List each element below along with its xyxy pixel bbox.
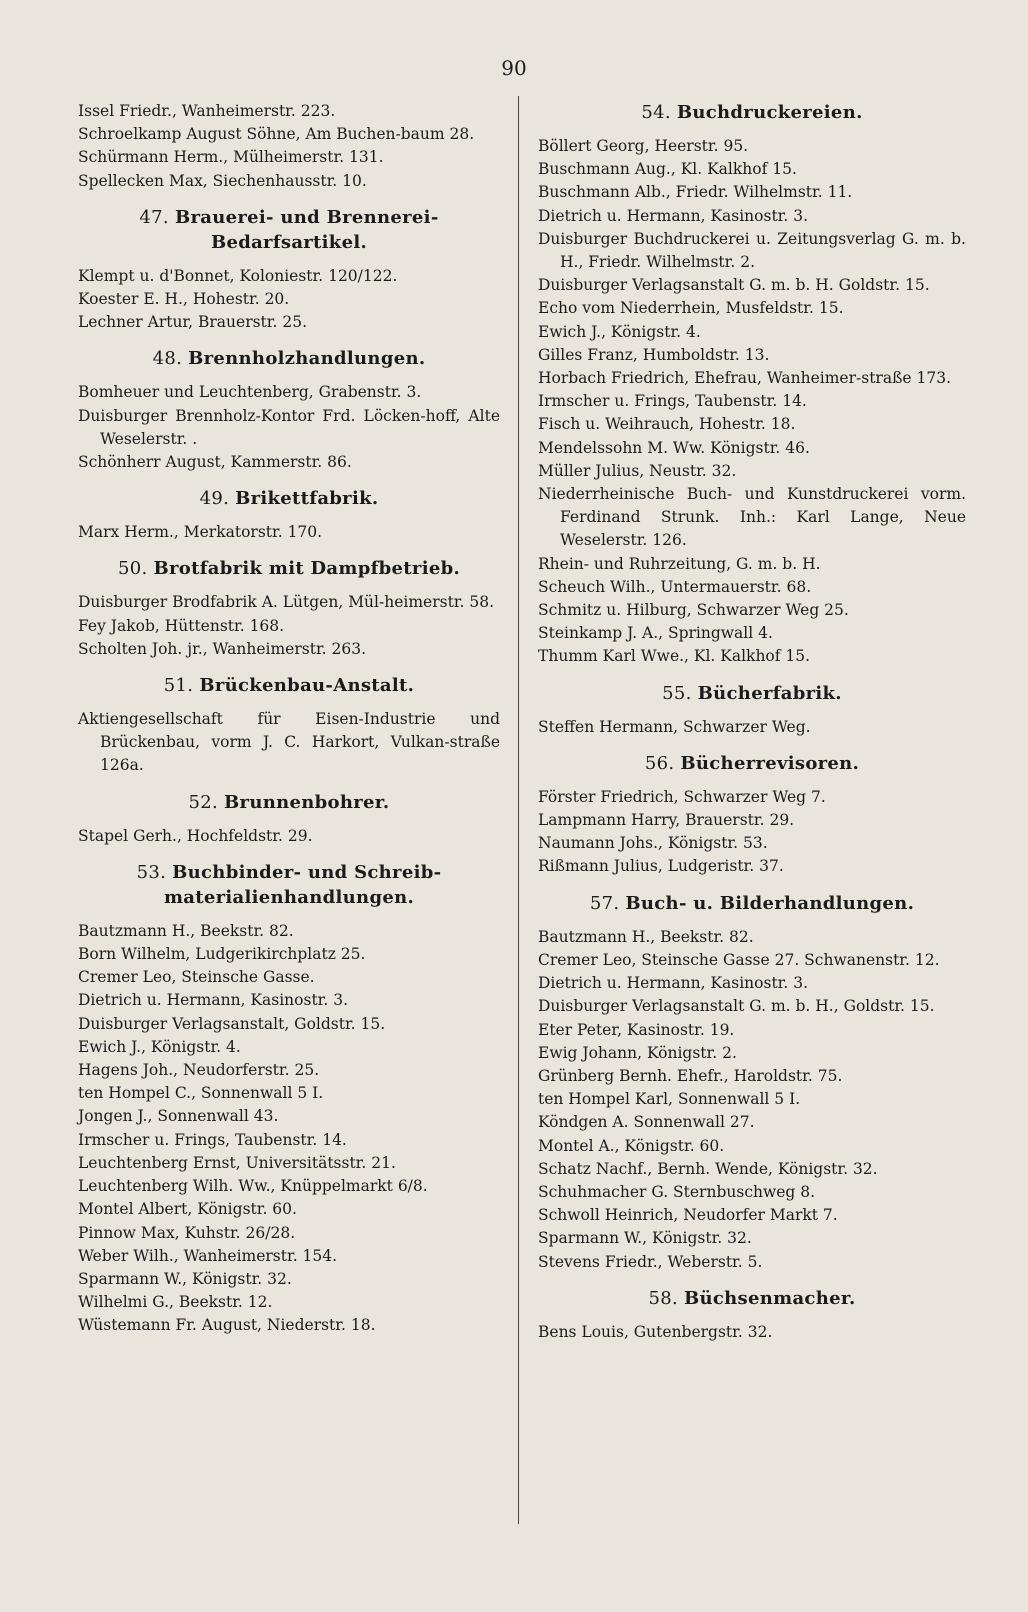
- directory-entry: Schmitz u. Hilburg, Schwarzer Weg 25.: [538, 601, 849, 620]
- directory-entry: Weber Wilh., Wanheimerstr. 154.: [78, 1246, 338, 1265]
- section-number: 54.: [641, 102, 671, 123]
- section-number: 48.: [152, 348, 183, 370]
- directory-entry: ten Hompel Karl, Sonnenwall 5 I.: [538, 1090, 801, 1109]
- directory-entry: Leuchtenberg Wilh. Ww., Knüppelmarkt 6/8.: [78, 1177, 428, 1196]
- directory-entry: Wüstemann Fr. August, Niederstr. 18.: [78, 1316, 376, 1335]
- directory-entry: Horbach Friedrich, Ehefrau, Wanheimer-straße 173.: [538, 369, 952, 388]
- section-heading: [538, 891, 966, 916]
- directory-entry: Fey Jakob, Hüttenstr. 168.: [78, 616, 285, 635]
- directory-entry: Stevens Friedr., Weberstr. 5.: [538, 1252, 763, 1271]
- directory-entry: Schatz Nachf., Bernh. Wende, Königstr. 32.: [538, 1159, 878, 1178]
- section-53: [78, 860, 500, 1338]
- directory-entry: Born Wilhelm, Ludgerikirchplatz 25.: [78, 945, 366, 964]
- directory-entry: Duisburger Verlagsanstalt, Goldstr. 15.: [78, 1014, 386, 1033]
- section-number: 49.: [199, 488, 230, 510]
- directory-entry: Koester E. H., Hohestr. 20.: [78, 290, 290, 309]
- section-heading: [538, 751, 966, 776]
- directory-entry: Niederrheinische Buch- und Kunstdruckerei vorm. Ferdinand Strunk. Inh.: Karl Lange, Neue Weselerstr. 126.: [538, 485, 966, 550]
- section-51: [78, 673, 500, 778]
- directory-entry: Duisburger Brodfabrik A. Lütgen, Mül-heimerstr. 58.: [78, 593, 495, 612]
- directory-entry: Montel A., Königstr. 60.: [538, 1136, 725, 1155]
- directory-entry: Ewich J., Königstr. 4.: [78, 1037, 241, 1056]
- section-heading: [538, 100, 966, 125]
- directory-entry: Sparmann W., Königstr. 32.: [78, 1269, 292, 1288]
- directory-entry: Schroelkamp August Söhne, Am Buchen-baum 28.: [78, 125, 475, 144]
- left-column: [78, 100, 500, 1338]
- directory-entry: Duisburger Verlagsanstalt G. m. b. H., Goldstr. 15.: [538, 997, 935, 1016]
- directory-entry: Cremer Leo, Steinsche Gasse 27. Schwanenstr. 12.: [538, 950, 940, 969]
- section-number: 53.: [136, 861, 167, 883]
- directory-entry: Rhein- und Ruhrzeitung, G. m. b. H.: [538, 554, 821, 573]
- section-number: 52.: [188, 791, 219, 813]
- section-number: 55.: [662, 682, 692, 704]
- section-title: Buch- u. Bilderhandlungen.: [625, 892, 915, 914]
- directory-entry: Fisch u. Weihrauch, Hohestr. 18.: [538, 415, 796, 434]
- directory-entry: Buschmann Alb., Friedr. Wilhelmstr. 11.: [538, 183, 853, 202]
- directory-entry: Mendelssohn M. Ww. Königstr. 46.: [538, 438, 810, 457]
- directory-entry: Dietrich u. Hermann, Kasinostr. 3.: [538, 206, 809, 225]
- directory-entry: Eter Peter, Kasinostr. 19.: [538, 1020, 735, 1039]
- directory-entry: Dietrich u. Hermann, Kasinostr. 3.: [78, 991, 349, 1010]
- column-divider: [518, 96, 519, 1524]
- section-56: [538, 751, 966, 879]
- directory-entry: Ewig Johann, Königstr. 2.: [538, 1043, 737, 1062]
- directory-entry: Bomheuer und Leuchtenberg, Grabenstr. 3.: [78, 383, 422, 402]
- page-number: 90: [501, 56, 527, 80]
- section-title: Buchdruckereien.: [676, 102, 863, 123]
- section-number: 58.: [648, 1287, 678, 1309]
- section-57: [538, 891, 966, 1274]
- directory-entry: Bautzmann H., Beekstr. 82.: [538, 927, 754, 946]
- section-heading: [78, 486, 500, 511]
- section-52: [78, 790, 500, 848]
- section-title: Brennholzhandlungen.: [188, 348, 426, 370]
- directory-entry: Montel Albert, Königstr. 60.: [78, 1200, 297, 1219]
- directory-entry: Steffen Hermann, Schwarzer Weg.: [538, 717, 811, 736]
- directory-entry: Köndgen A. Sonnenwall 27.: [538, 1113, 755, 1132]
- section-heading: [538, 681, 966, 706]
- directory-entry: Naumann Johs., Königstr. 53.: [538, 834, 768, 853]
- section-title: Brikettfabrik.: [235, 488, 379, 510]
- directory-entry: Irmscher u. Frings, Taubenstr. 14.: [78, 1130, 347, 1149]
- directory-entry: Grünberg Bernh. Ehefr., Haroldstr. 75.: [538, 1066, 843, 1085]
- directory-entry: ten Hompel C., Sonnenwall 5 I.: [78, 1084, 324, 1103]
- directory-entry: Steinkamp J. A., Springwall 4.: [538, 624, 773, 643]
- section-number: 56.: [644, 752, 675, 774]
- directory-entry: Aktiengesellschaft für Eisen-Industrie und Brückenbau, vorm J. C. Harkort, Vulkan-straße 126a.: [78, 710, 500, 775]
- directory-entry: Pinnow Max, Kuhstr. 26/28.: [78, 1223, 296, 1242]
- directory-entry: Stapel Gerh., Hochfeldstr. 29.: [78, 826, 313, 845]
- directory-entry: Wilhelmi G., Beekstr. 12.: [78, 1293, 273, 1312]
- section-title: Brunnenbohrer.: [224, 791, 390, 813]
- section-number: 47.: [139, 206, 169, 228]
- directory-entry: Schwoll Heinrich, Neudorfer Markt 7.: [538, 1206, 838, 1225]
- section-heading: [78, 556, 500, 581]
- directory-entry: Duisburger Brennholz-Kontor Frd. Löcken-hoff, Alte Weselerstr. .: [78, 406, 500, 448]
- section-55: [538, 681, 966, 739]
- directory-entry: Böllert Georg, Heerstr. 95.: [538, 137, 749, 155]
- directory-entry: Gilles Franz, Humboldstr. 13.: [538, 345, 770, 364]
- directory-entry: Buschmann Aug., Kl. Kalkhof 15.: [538, 160, 797, 179]
- directory-entry: Hagens Joh., Neudorferstr. 25.: [78, 1061, 320, 1080]
- directory-entry: Duisburger Verlagsanstalt G. m. b. H. Goldstr. 15.: [538, 276, 930, 295]
- directory-entry: Scholten Joh. jr., Wanheimerstr. 263.: [78, 639, 367, 658]
- directory-entry: Sparmann W., Königstr. 32.: [538, 1229, 752, 1248]
- directory-entry: Schürmann Herm., Mülheimerstr. 131.: [78, 148, 384, 167]
- section-title: Buchbinder- und Schreib-materialienhandlungen.: [163, 861, 442, 908]
- directory-entry: Marx Herm., Merkatorstr. 170.: [78, 523, 323, 542]
- directory-entry: Förster Friedrich, Schwarzer Weg 7.: [538, 787, 826, 806]
- directory-entry: Thumm Karl Wwe., Kl. Kalkhof 15.: [538, 647, 811, 666]
- section-title: Brückenbau-Anstalt.: [199, 675, 415, 697]
- directory-entry: Cremer Leo, Steinsche Gasse.: [78, 968, 315, 987]
- section-54: [538, 100, 966, 669]
- section-heading: [78, 346, 500, 371]
- section-number: 51.: [163, 675, 194, 697]
- section-title: Brauerei- und Brennerei-Bedarfsartikel.: [174, 206, 439, 253]
- section-49: [78, 486, 500, 544]
- section-title: Brotfabrik mit Dampfbetrieb.: [153, 558, 461, 580]
- directory-entry: Issel Friedr., Wanheimerstr. 223.: [78, 102, 336, 120]
- section-number: 57.: [589, 892, 620, 914]
- directory-entry: Irmscher u. Frings, Taubenstr. 14.: [538, 392, 807, 411]
- directory-entry: Lampmann Harry, Brauerstr. 29.: [538, 811, 795, 830]
- directory-entry: Duisburger Buchdruckerei u. Zeitungsverlag G. m. b. H., Friedr. Wilhelmstr. 2.: [538, 229, 966, 272]
- section-heading: [78, 673, 500, 698]
- section-number: 50.: [117, 558, 148, 580]
- directory-entry: Bens Louis, Gutenbergstr. 32.: [538, 1322, 773, 1341]
- directory-entry: Dietrich u. Hermann, Kasinostr. 3.: [538, 974, 809, 993]
- directory-entry: Jongen J., Sonnenwall 43.: [78, 1107, 279, 1126]
- directory-entry: Schuhmacher G. Sternbuschweg 8.: [538, 1182, 816, 1201]
- section-title: Büchsenmacher.: [684, 1287, 856, 1309]
- directory-entry: Scheuch Wilh., Untermauerstr. 68.: [538, 577, 812, 596]
- section-50: [78, 556, 500, 661]
- directory-entry: Bautzmann H., Beekstr. 82.: [78, 921, 294, 940]
- section-heading: [78, 790, 500, 815]
- directory-entry: Leuchtenberg Ernst, Universitätsstr. 21.: [78, 1153, 396, 1172]
- section-47: [78, 205, 500, 335]
- directory-entry: Ewich J., Königstr. 4.: [538, 322, 701, 341]
- section-heading: [78, 860, 500, 910]
- directory-entry: Echo vom Niederrhein, Musfeldstr. 15.: [538, 299, 844, 318]
- directory-entry: Lechner Artur, Brauerstr. 25.: [78, 313, 307, 332]
- section-title: Bücherfabrik.: [697, 682, 842, 704]
- directory-entry: Klempt u. d'Bonnet, Koloniestr. 120/122.: [78, 266, 398, 285]
- section-heading: [538, 1286, 966, 1311]
- section-58: [538, 1286, 966, 1344]
- directory-entry: Spellecken Max, Siechenhausstr. 10.: [78, 171, 367, 190]
- section-48: [78, 346, 500, 474]
- directory-entry: Schönherr August, Kammerstr. 86.: [78, 453, 352, 472]
- section-heading: [78, 205, 500, 255]
- section-title: Bücherrevisoren.: [680, 752, 860, 774]
- directory-entry: Rißmann Julius, Ludgeristr. 37.: [538, 857, 784, 876]
- right-column: [538, 100, 966, 1344]
- directory-entry: Müller Julius, Neustr. 32.: [538, 461, 737, 480]
